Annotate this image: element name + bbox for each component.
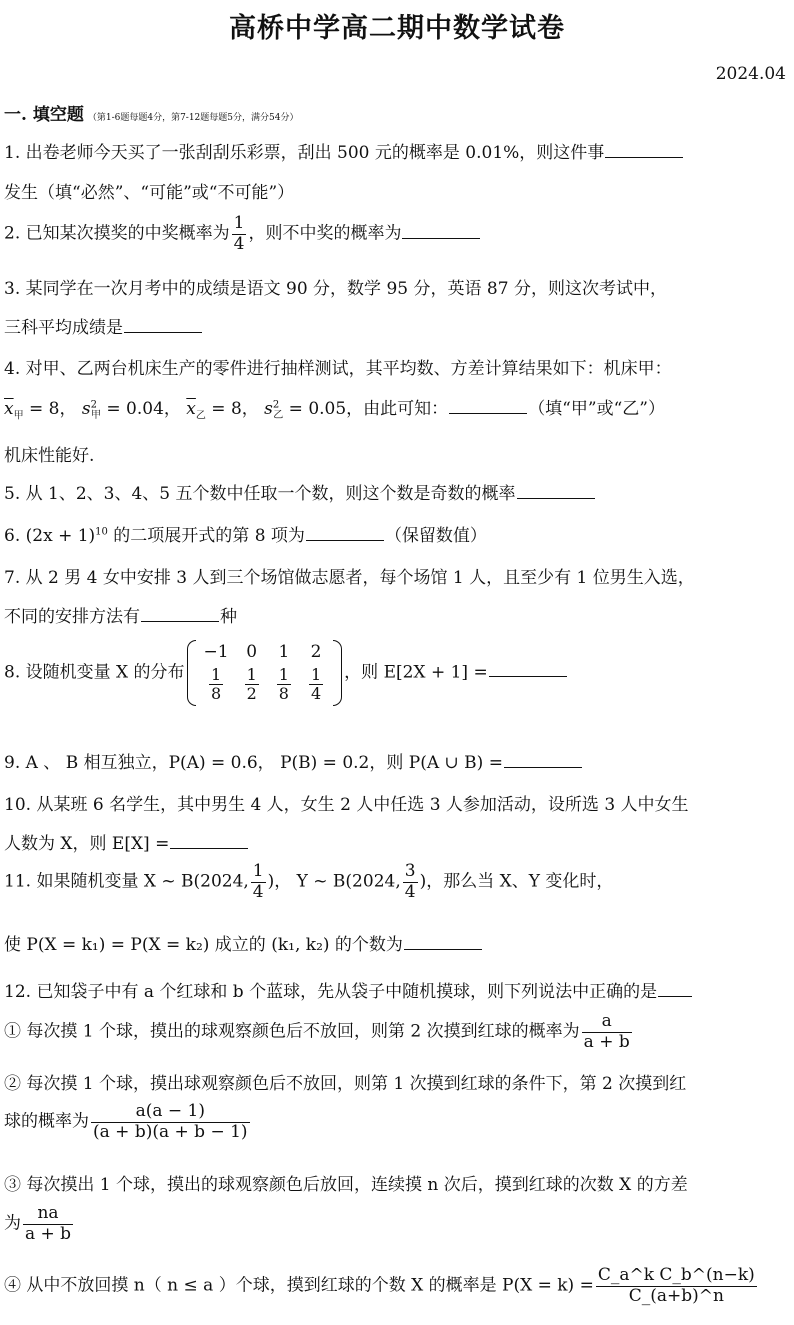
- question-1-text-cont: 发生（填“必然”、“可能”或“不可能”）: [4, 183, 295, 203]
- question-12: [4, 977, 693, 1002]
- question-3-text: 3. 某同学在一次月考中的成绩是语文 90 分，数学 95 分，英语 87 分，则这次考试中，: [4, 279, 667, 299]
- question-5: [4, 479, 596, 504]
- question-12-text: 12. 已知袋子中有 a 个红球和 b 个蓝球，先从袋子中随机摸球，则下列说法中正确的是: [4, 982, 658, 1002]
- option-2-line-1: [4, 1069, 686, 1094]
- dist-prob: $\frac{1}{8}$: [210, 665, 222, 704]
- mean-symbol-yi: $\overline{x}$: [186, 399, 196, 419]
- answer-blank-3[interactable]: [124, 331, 202, 333]
- question-5-text: 5. 从 1、2、3、4、5 五个数中任取一个数，则这个数是奇数的概率: [4, 484, 516, 504]
- question-1-line-1: [4, 138, 684, 163]
- question-4-text: 4. 对甲、乙两台机床生产的零件进行抽样测试，其平均数、方差计算结果如下：机床甲：: [4, 359, 672, 379]
- question-11-text-cont: 使 P(X = k₁) = P(X = k₂) 成立的 (k₁, k₂) 的个数为: [4, 935, 403, 955]
- option-2-text-cont: 球的概率为: [4, 1111, 89, 1132]
- question-3-line-2: [4, 313, 203, 338]
- question-3-text-cont: 三科平均成绩是: [4, 318, 123, 338]
- question-7-text: 7. 从 2 男 4 女中安排 3 人到三个场馆做志愿者，每个场馆 1 人，且至少有 1 位男生入选，: [4, 568, 695, 588]
- answer-blank-11[interactable]: [404, 948, 482, 950]
- question-10-line-1: [4, 790, 689, 815]
- question-7-line-2: 不同的安排方法有 种: [4, 607, 237, 627]
- answer-blank-5[interactable]: [517, 497, 595, 499]
- option-2-line-2: [4, 1102, 252, 1142]
- question-2-text: 2. 已知某次摸奖的中奖概率为: [4, 223, 230, 244]
- option-2-text: ② 每次摸 1 个球，摸出球观察颜色后不放回，则第 1 次摸到红球的条件下，第 2 次摸到红: [4, 1074, 687, 1094]
- question-1-text: 1. 出卷老师今天买了一张刮刮乐彩票，刮出 500 元的概率是 0.01%，则这件事: [4, 143, 605, 163]
- section-title: 一. 填空题: [4, 105, 84, 125]
- question-10-line-2: [4, 829, 249, 854]
- answer-blank-4[interactable]: [449, 412, 527, 414]
- question-7-text-cont: 不同的安排方法有: [4, 607, 140, 627]
- option-3-line-1: [4, 1170, 688, 1195]
- option-3-fraction: $\frac{na}{a + b}$: [25, 1203, 72, 1244]
- option-1-fraction: $\frac{a}{a + b}$: [583, 1011, 630, 1052]
- option-1-text: ① 每次摸 1 个球，摸出的球观察颜色后不放回，则第 2 次摸到红球的概率为: [4, 1021, 580, 1042]
- fraction-three-quarters: $\frac{3}{4}$: [404, 861, 416, 902]
- question-9: [4, 748, 583, 773]
- option-4-fraction: $\frac{\text{C\_a\textasciicircum{}k C\_b\textasciicircum{}(n−k)}}{C\_(a+b)\^{}n}$: [597, 1265, 755, 1306]
- question-6-text: 6. (2x + 1): [4, 526, 96, 546]
- answer-blank-12[interactable]: [658, 995, 692, 997]
- question-4-line-2: $\overline{x}_甲 = 8$， $s^2_甲 = 0.04$， $\overline{x}_乙 = 8$， $s^2_乙 = 0.05$，由此可知： （填“甲”或“乙”）: [4, 399, 665, 422]
- question-11-text: 11. 如果随机变量 X ~ B(2024,: [4, 871, 249, 892]
- answer-blank-10[interactable]: [170, 847, 248, 849]
- answer-blank-6[interactable]: [306, 539, 384, 541]
- dist-value: 2: [310, 642, 322, 662]
- answer-blank-7[interactable]: [141, 620, 219, 622]
- question-4-line-3: [4, 441, 94, 466]
- option-3-line-2: [4, 1204, 75, 1244]
- question-4-line-1: [4, 354, 672, 379]
- option-3-text-cont: 为: [4, 1213, 21, 1234]
- question-10-text: 10. 从某班 6 名学生，其中男生 4 人，女生 2 人中任选 3 人参加活动，设所选 3 人中女生: [4, 795, 689, 815]
- question-8-text-cont: ，则 E[2X + 1] =: [344, 662, 488, 683]
- option-1: [4, 1012, 634, 1052]
- fraction-one-quarter: $\frac{1}{4}$: [252, 861, 264, 902]
- question-7-line-1: [4, 563, 695, 588]
- answer-blank-1[interactable]: [605, 156, 683, 158]
- question-2: [4, 214, 481, 254]
- option-2-fraction: $\frac{a(a - 1)}{(a + b)(a + b - 1)}$: [93, 1101, 248, 1142]
- question-1-line-2: [4, 178, 294, 203]
- question-6: 6. $(2x + 1)^{10}$ 的二项展开式的第 8 项为 （保留数值）: [4, 526, 487, 546]
- variance-symbol-yi: s: [264, 399, 273, 419]
- option-3-text: ③ 每次摸出 1 个球，摸出的球观察颜色后放回，连续摸 n 次后，摸到红球的次数 X 的方差: [4, 1175, 688, 1195]
- dist-value: −1: [203, 642, 229, 662]
- dist-prob: $\frac{1}{2}$: [246, 665, 257, 704]
- question-9-text: 9. A 、 B 相互独立，P(A) = 0.6， P(B) = 0.2，则 P(A ∪ B) =: [4, 753, 503, 773]
- section-score-note: （第1-6题每题4分，第7-12题每题5分，满分54分）: [87, 113, 299, 123]
- question-4-text-cont: 机床性能好.: [4, 446, 95, 466]
- variance-symbol-jia: s: [81, 399, 91, 419]
- dist-prob: $\frac{1}{8}$: [278, 665, 289, 704]
- question-2-text-cont: ，则不中奖的概率为: [248, 223, 402, 244]
- question-11-line-1: 11. 如果随机变量 X ~ B(2024, $\frac{1}{4}$ )， Y ~ B(2024, $\frac{3}{4}$ )，那么当 X、Y 变化时，: [4, 861, 614, 902]
- dist-prob: $\frac{1}{4}$: [310, 665, 322, 704]
- question-3-line-1: [4, 274, 667, 299]
- exam-title: 高桥中学高二期中数学试卷: [229, 13, 565, 44]
- question-8: [4, 640, 568, 706]
- question-11-line-2: [4, 930, 483, 955]
- distribution-matrix: [187, 640, 343, 706]
- section-heading: [4, 100, 298, 125]
- answer-blank-9[interactable]: [504, 766, 582, 768]
- exam-date: 2024.04: [715, 64, 786, 84]
- option-4-text: ④ 从中不放回摸 n（ n ≤ a ）个球，摸到红球的个数 X 的概率是 P(X = k) =: [4, 1275, 594, 1296]
- question-10-text-cont: 人数为 X，则 E[X] =: [4, 834, 170, 854]
- dist-value: 0: [246, 642, 258, 662]
- mean-symbol-jia: $\overline{x}$: [4, 399, 14, 419]
- fraction-one-quarter: $\frac{1}{4}$: [233, 213, 245, 254]
- option-4: [4, 1266, 759, 1306]
- question-8-text: 8. 设随机变量 X 的分布: [4, 662, 185, 683]
- answer-blank-8[interactable]: [489, 675, 567, 677]
- answer-blank-2[interactable]: [402, 237, 480, 239]
- dist-value: 1: [278, 642, 290, 662]
